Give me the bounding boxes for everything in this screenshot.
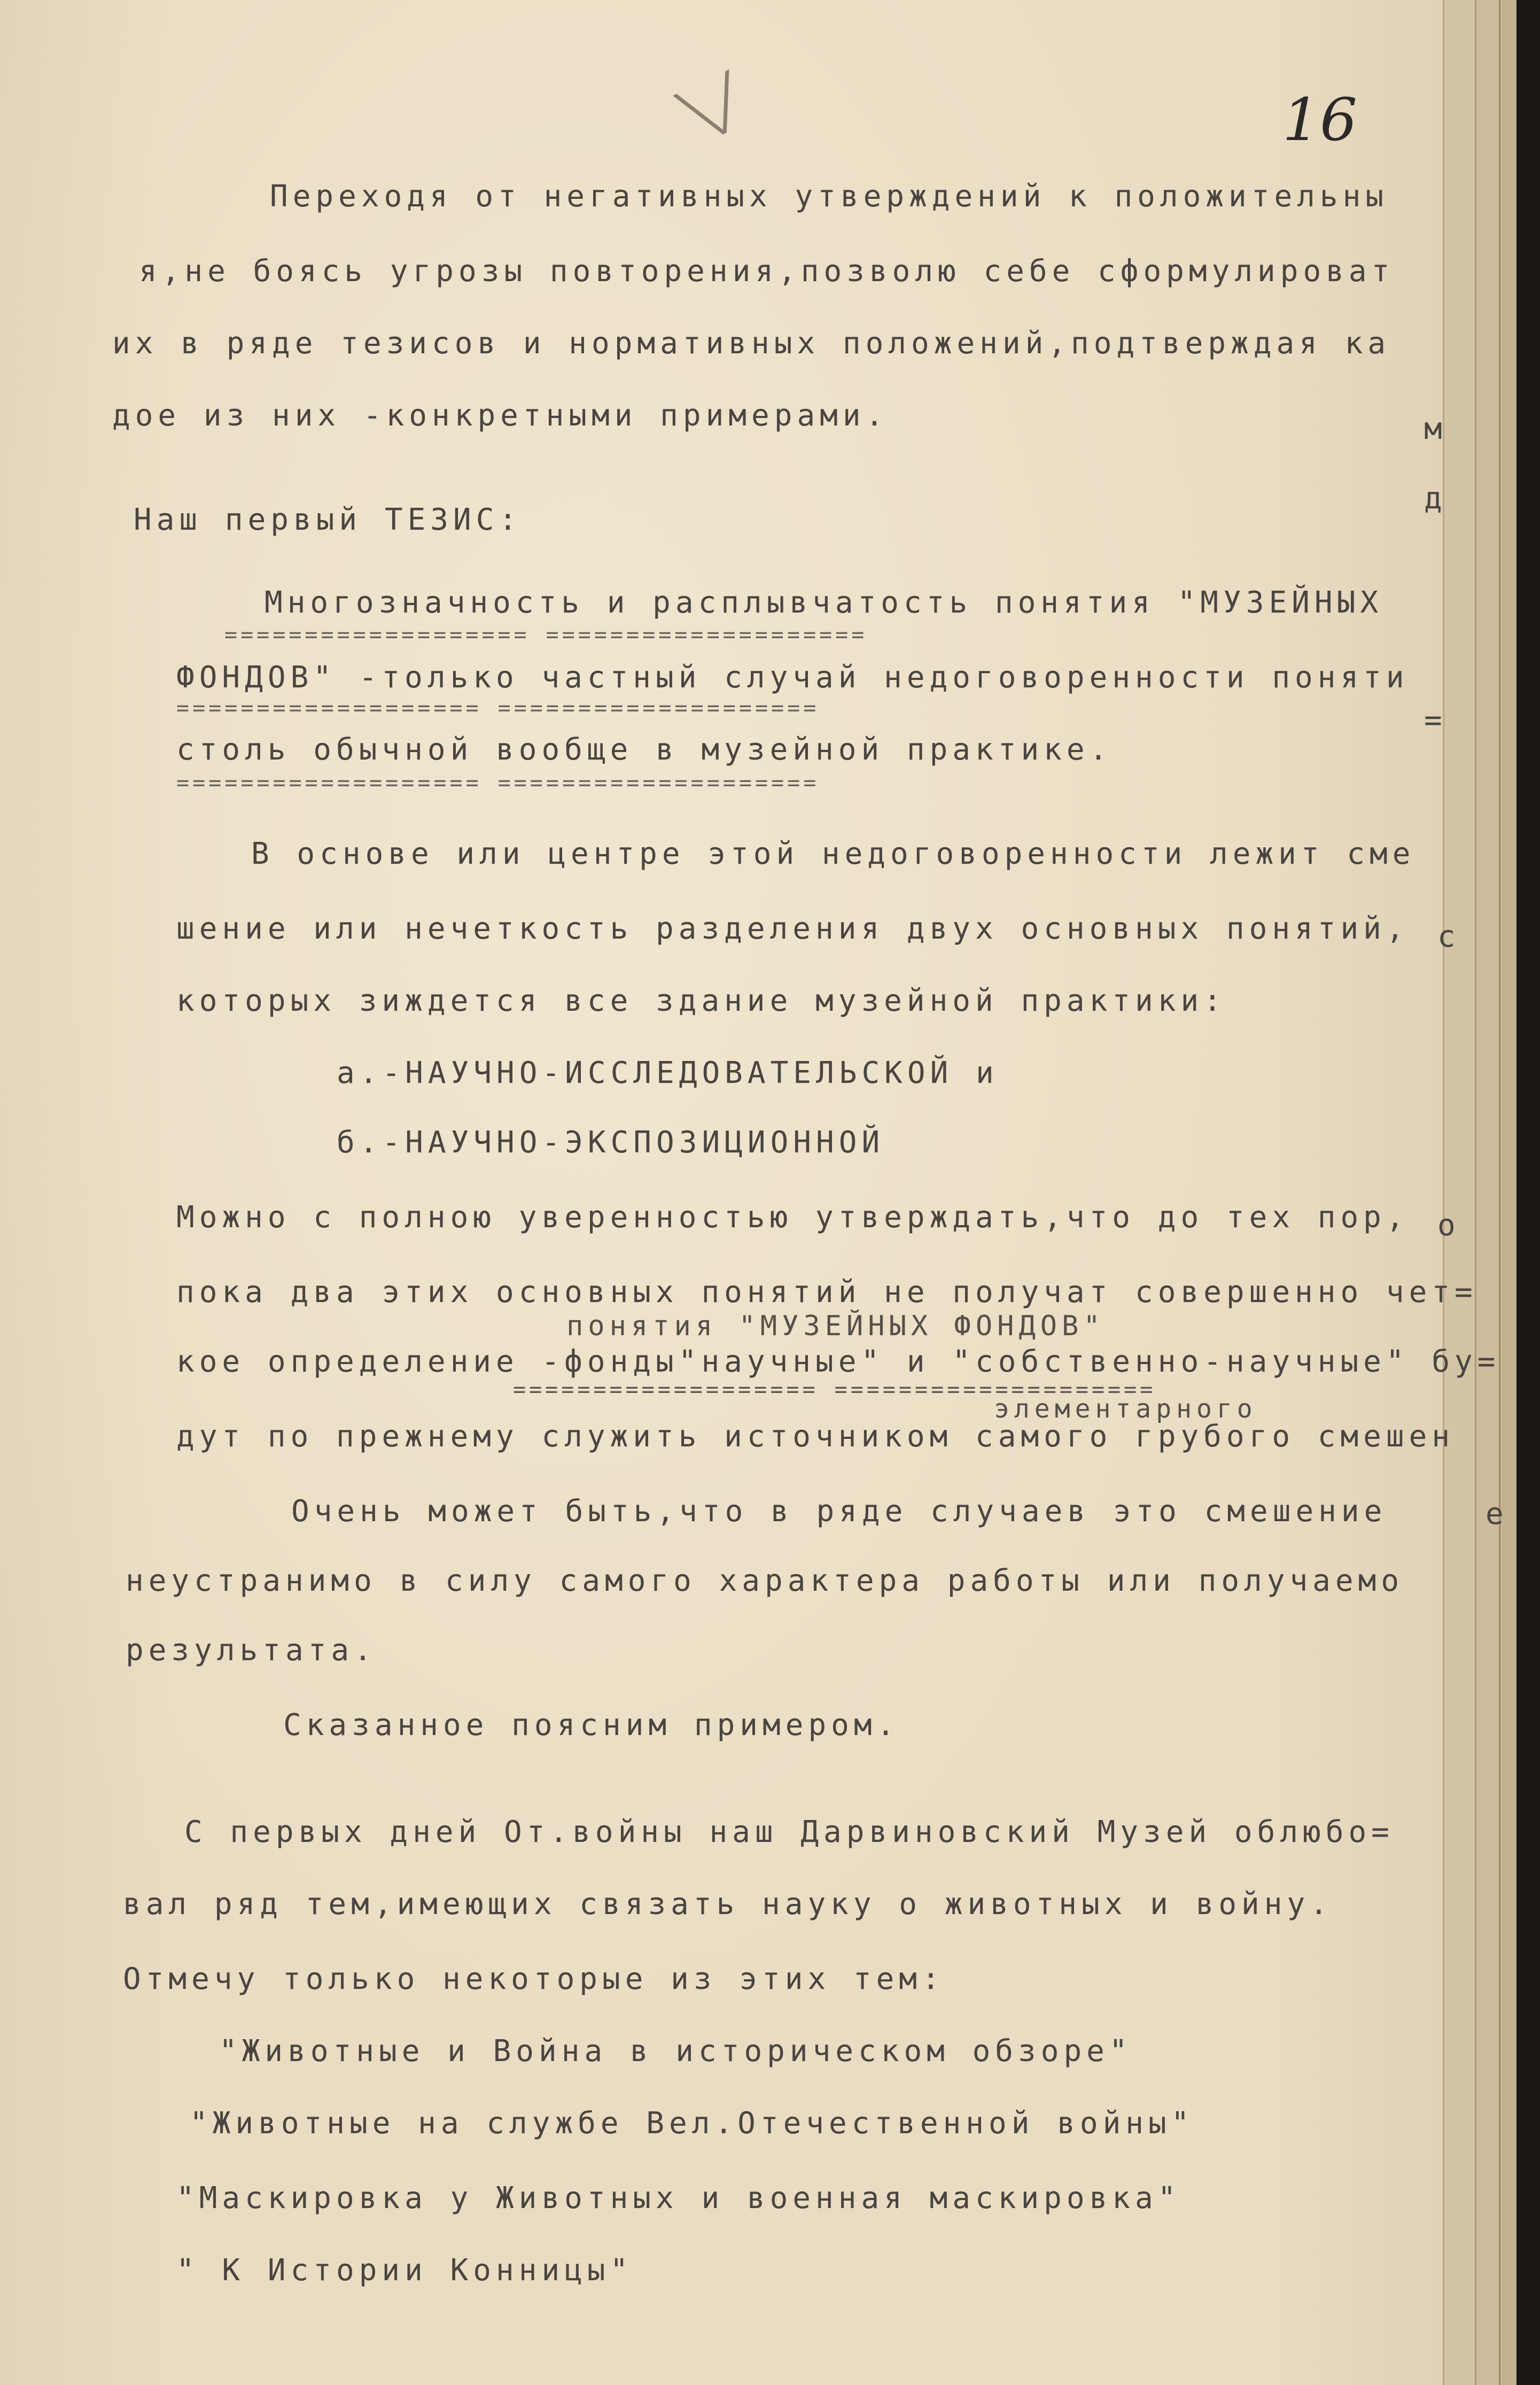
margin-fragment: =: [1424, 703, 1442, 738]
interlinear-insertion: элементарного: [994, 1394, 1257, 1424]
text-line: Многозначность и расплывчатость понятия "МУЗЕЙНЫХ: [265, 585, 1383, 620]
margin-fragment: е: [1485, 1497, 1504, 1531]
text-line: результата.: [126, 1633, 377, 1668]
text-line: В основе или центре этой недоговоренности лежит сме: [251, 837, 1415, 871]
text-line: их в ряде тезисов и нормативных положений,подтверждая ка: [112, 326, 1391, 361]
text-line: я,не боясь угрозы повторения,позволю себе сформулироват: [139, 254, 1395, 289]
text-line: дое из них -конкретными примерами.: [112, 398, 889, 433]
typed-underline: =================== ====================: [224, 623, 868, 647]
underlying-sheet-edge: [1443, 0, 1476, 2385]
margin-fragment: м: [1424, 412, 1442, 446]
underlying-sheet-edge: [1499, 0, 1516, 2385]
text-line: шение или нечеткость разделения двух основных понятий,: [176, 911, 1409, 946]
typed-underline: =================== ====================: [176, 771, 820, 795]
text-line: б.-НАУЧНО-ЭКСПОЗИЦИОННОЙ: [337, 1125, 885, 1160]
text-line: Можно с полною уверенностью утверждать,что до тех пор,: [176, 1200, 1409, 1235]
text-line: которых зиждется все здание музейной практики:: [176, 984, 1226, 1018]
text-line: ФОНДОВ" -только частный случай недоговоренности поняти: [176, 660, 1409, 695]
text-line: Переходя от негативных утверждений к положительны: [270, 179, 1389, 214]
text-line: " К Истории Конницы": [176, 2253, 633, 2288]
text-line: Сказанное поясним примером.: [283, 1708, 900, 1743]
text-line: Наш первый ТЕЗИС:: [134, 502, 522, 537]
typed-underline: =================== ====================: [176, 696, 820, 721]
text-line: пока два этих основных понятий не получат совершенно чет=: [176, 1275, 1477, 1310]
margin-fragment: с: [1437, 919, 1456, 954]
margin-fragment: о: [1437, 1208, 1456, 1243]
text-line: "Маскировка у Животных и военная маскировка": [176, 2181, 1181, 2216]
text-line: а.-НАУЧНО-ИССЛЕДОВАТЕЛЬСКОЙ и: [337, 1056, 999, 1090]
text-line: Очень может быть,что в ряде случаев это смешение: [291, 1494, 1387, 1529]
text-line: кое определение -фонды"научные" и "собственно-научные" бу=: [176, 1344, 1500, 1379]
text-line: неустранимо в силу самого характера работы или получаемо: [126, 1563, 1404, 1598]
text-line: "Животные на службе Вел.Отечественной войны": [190, 2106, 1194, 2141]
text-line: Отмечу только некоторые из этих тем:: [123, 1962, 945, 1996]
pencil-scratch: ╲╱: [674, 71, 751, 146]
margin-fragment: д: [1424, 481, 1442, 516]
strikeout-overtype: =================== ====================: [513, 1377, 1156, 1402]
page-number: 16: [1282, 86, 1357, 154]
underlying-sheet-edge: [1475, 0, 1500, 2385]
interlinear-insertion: понятия "МУЗЕЙНЫХ ФОНДОВ": [566, 1310, 1105, 1342]
text-line: С первых дней От.войны наш Дарвиновский Музей облюбо=: [184, 1815, 1394, 1849]
text-line: столь обычной вообще в музейной практике.: [176, 732, 1113, 767]
text-line: дут по прежнему служить источником самого грубого смешен: [176, 1419, 1455, 1454]
text-line: вал ряд тем,имеющих связать науку о животных и войну.: [123, 1887, 1333, 1922]
text-line: "Животные и Война в историческом обзоре": [219, 2034, 1132, 2069]
